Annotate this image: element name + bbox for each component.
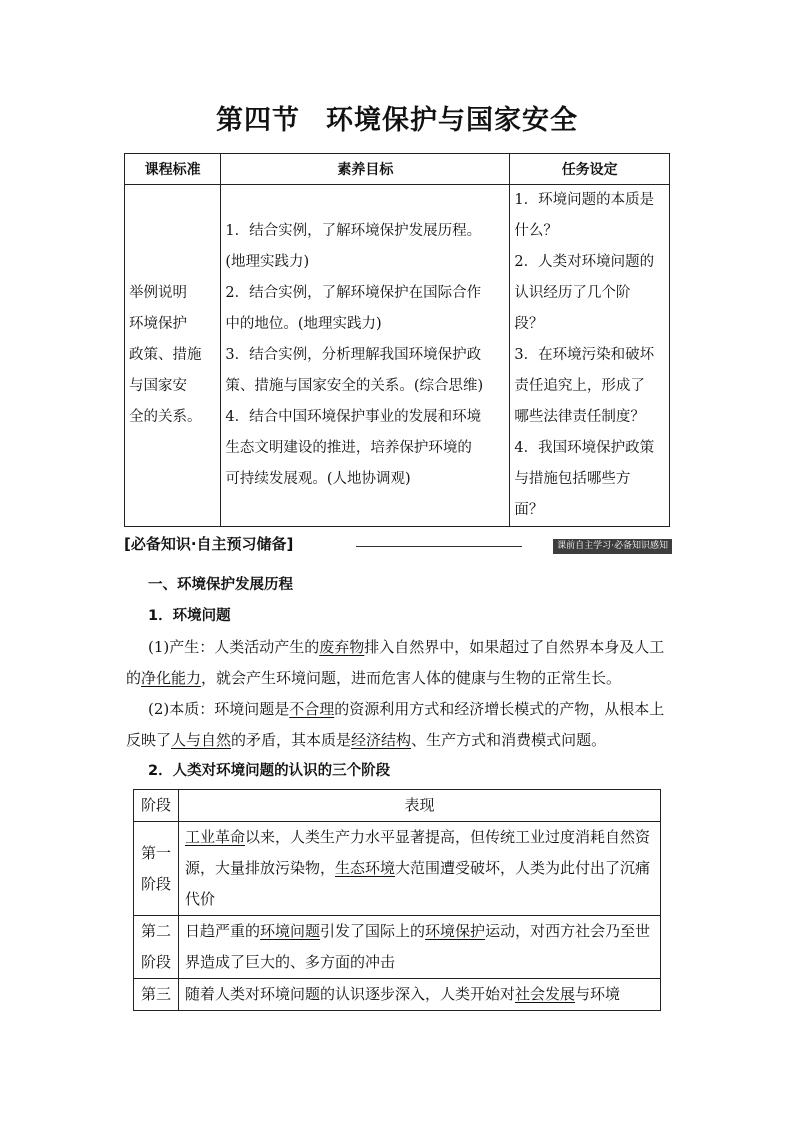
answer-underline: 不合理 (289, 700, 335, 718)
performance-cell: 随着人类对环境问题的认识逐步深入，人类开始对社会发展与环境 (179, 979, 661, 1011)
header-task-setting: 任务设定 (510, 154, 670, 185)
answer-underline: 经济结构 (351, 731, 412, 749)
header-literacy-goals: 素养目标 (221, 154, 510, 185)
section-tag: 课前自主学习·必备知识感知 (553, 539, 672, 554)
performance-cell: 日趋严重的环境问题引发了国际上的环境保护运动，对西方社会乃至世界造成了巨大的、多方面的冲击 (179, 916, 661, 979)
section-banner (124, 533, 672, 555)
answer-underline: 人与自然 (171, 731, 232, 749)
stage-cell: 第二 阶段 (134, 916, 179, 979)
page-title: 第四节 环境保护与国家安全 (216, 105, 578, 136)
answer-underline: 净化能力 (141, 669, 202, 687)
header-stage: 阶段 (134, 790, 179, 822)
course-standards-table (124, 153, 670, 527)
paragraph-essence: (2)本质：环境问题是不合理的资源利用方式和经济增长模式的产物，从根本上反映了人与自然的矛盾，其本质是经济结构、生产方式和消费模式问题。 (126, 700, 665, 749)
heading-three-stages: 2．人类对环境问题的认识的三个阶段 (148, 763, 391, 779)
course-standard-cell: 举例说明 环境保护 政策、措施 与国家安 全的关系。 (125, 185, 221, 527)
header-course-standard: 课程标准 (125, 154, 221, 185)
literacy-goals-cell: 1．结合实例，了解环境保护发展历程。 (地理实践力) 2．结合实例，了解环境保护在国际合作 中的地位。(地理实践力) 3．结合实例，分析理解我国环境保护政 策、措施与国家安全的关系。(综合思维) 4．结合中国环境保护事业的发展和环境 生态文明建设的推进，培养保护环境的 可持续发展观。(人地协调观) (221, 185, 510, 527)
performance-cell: 工业革命以来，人类生产力水平显著提高，但传统工业过度消耗自然资源，大量排放污染物，生态环境大范围遭受破坏，人类为此付出了沉痛代价 (179, 822, 661, 916)
stages-table (133, 789, 661, 1011)
paragraph-origin: (1)产生：人类活动产生的废弃物排入自然界中，如果超过了自然界本身及人工的净化能力，就会产生环境问题，进而危害人体的健康与生物的正常生长。 (126, 638, 665, 687)
table-row (134, 822, 661, 916)
stage-cell: 第三 (134, 979, 179, 1011)
answer-underline: 废弃物 (319, 638, 365, 656)
section-label: [必备知识·自主预习储备] (124, 535, 294, 553)
task-setting-cell: 1．环境问题的本质是 什么？ 2．人类对环境问题的 认识经历了几个阶 段？ 3．在环境污染和破坏 责任追究上，形成了 哪些法律责任制度？ 4．我国环境保护政策 与措施包括哪些方 面？ (510, 185, 670, 527)
header-performance: 表现 (179, 790, 661, 822)
stage-cell: 第一 阶段 (134, 822, 179, 916)
table-row (134, 979, 661, 1011)
table-row (134, 916, 661, 979)
heading-environmental-problems: 1．环境问题 (148, 608, 231, 624)
section-divider (356, 546, 522, 547)
heading-development-history: 一、环境保护发展历程 (148, 577, 293, 593)
